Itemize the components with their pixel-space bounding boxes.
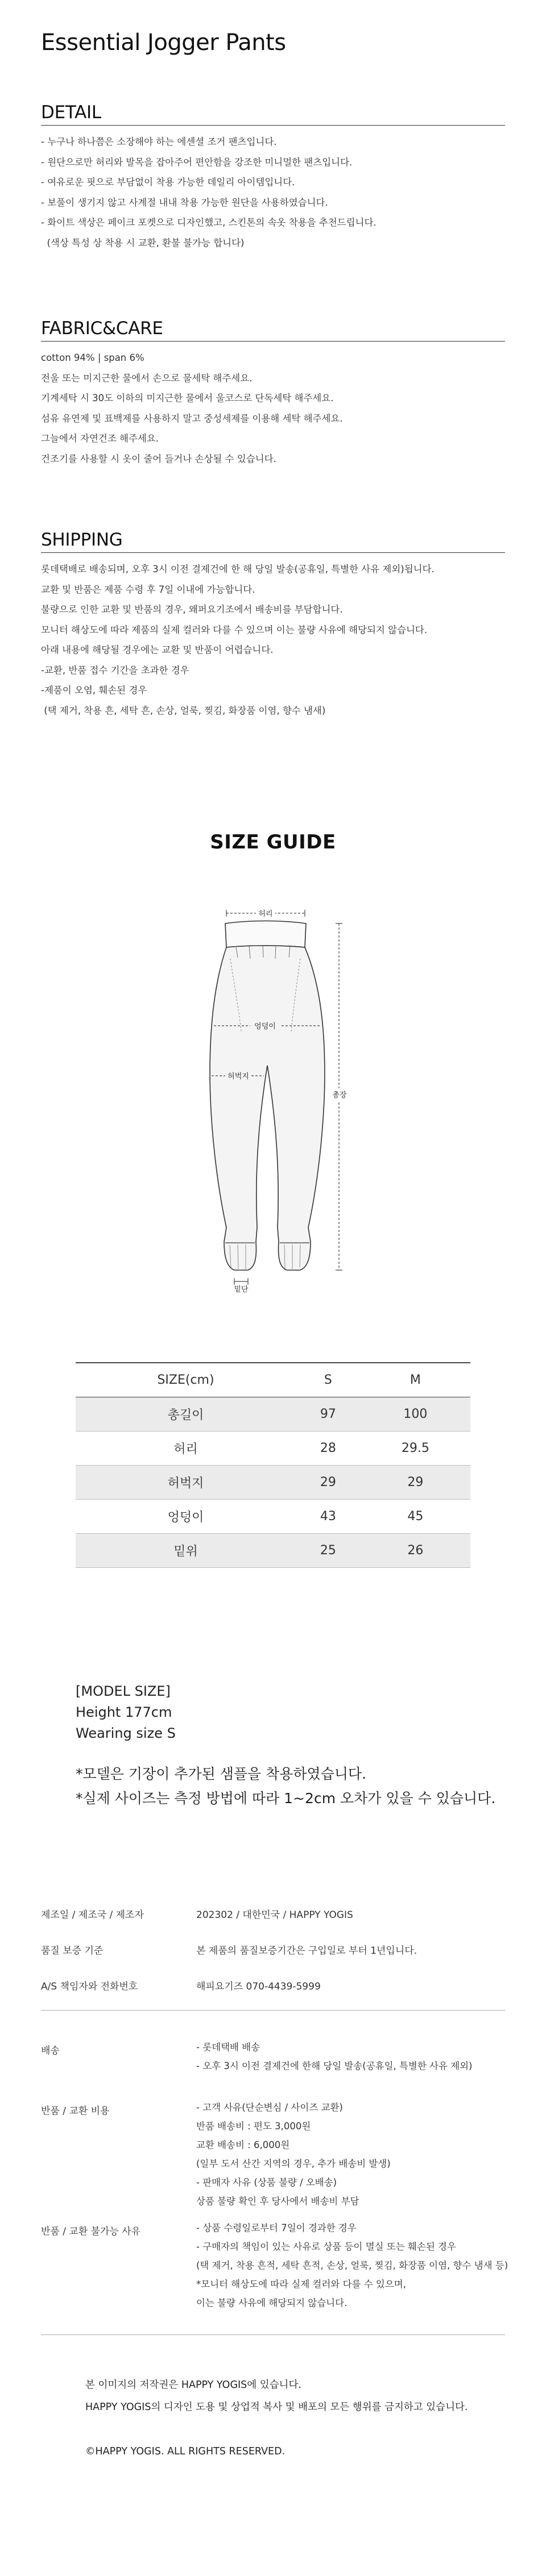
- table-cell: 허벅지: [76, 1466, 296, 1500]
- policy-line: - 고객 사유(단순변심 / 사이즈 교환): [196, 2102, 343, 2113]
- fabric-line: 건조기를 사용할 시 옷이 줄어 들거나 손상될 수 있습니다.: [41, 453, 276, 464]
- model-height: Height 177cm: [76, 1704, 172, 1720]
- table-cell: 밑위: [76, 1534, 296, 1568]
- size-header-cell: S: [296, 1363, 361, 1397]
- thigh-label: 허벅지: [228, 1072, 249, 1081]
- policy-line: - 상품 수령일로부터 7일이 경과한 경우: [196, 2223, 357, 2233]
- size-header-cell: SIZE(cm): [76, 1363, 296, 1397]
- detail-line: - 화이트 색상은 페이크 포켓으로 디자인했고, 스킨톤의 속옷 착용을 추천드립니다.: [41, 217, 377, 228]
- policy-line: - 구매자의 책임이 있는 사유로 상품 등이 멸실 또는 훼손된 경우: [196, 2241, 456, 2252]
- table-cell: 29.5: [361, 1431, 470, 1466]
- fabric-line: 섬유 유연제 및 표백제를 사용하지 말고 중성세제를 이용해 세탁 해주세요.: [41, 413, 343, 424]
- length-label: 총장: [332, 1091, 347, 1100]
- size-table-header: [76, 1363, 470, 1397]
- size-header-cell: M: [361, 1363, 470, 1397]
- pants-diagram: [182, 895, 364, 1293]
- table-cell: 28: [296, 1431, 361, 1466]
- table-cell: 97: [296, 1397, 361, 1431]
- policy-line: (일부 도서 산간 지역의 경우, 추가 배송비 발생): [196, 2158, 391, 2169]
- table-cell: 25: [296, 1534, 361, 1568]
- model-wearing-size: Wearing size S: [76, 1725, 176, 1741]
- policy-lines: [196, 2219, 508, 2312]
- shipping-heading: SHIPPING: [41, 530, 505, 553]
- hem-label: 밑단: [234, 1285, 249, 1293]
- product-title: Essential Jogger Pants: [41, 30, 286, 56]
- waist-label: 허리: [258, 910, 273, 918]
- policy-line: 반품 배송비 : 편도 3,000원: [196, 2121, 311, 2132]
- detail-line: - 원단으로만 허리와 발목을 잡아주어 편안함을 강조한 미니멀한 팬츠입니다.: [41, 156, 353, 168]
- info-label: A/S 책임자와 전화번호: [41, 1981, 138, 1992]
- policy-line: 이는 불량 사유에 해당되지 않습니다.: [196, 2298, 348, 2308]
- table-cell: 29: [361, 1466, 470, 1500]
- info-label: 제조일 / 제조국 / 제조자: [41, 1909, 144, 1921]
- fabric-list: [41, 348, 507, 469]
- detail-line: - 누구나 하나쯤은 소장해야 하는 에센셜 조거 팬츠입니다.: [41, 136, 277, 147]
- policy-line: - 롯데택배 배송: [196, 2042, 260, 2053]
- shipping-line: 아래 내용에 해당될 경우에는 교환 및 반품이 어렵습니다.: [41, 644, 274, 655]
- detail-heading: DETAIL: [41, 102, 505, 126]
- detail-line: - 보풀이 생기지 않고 사계절 내내 착용 가능한 원단을 사용하였습니다.: [41, 197, 328, 208]
- table-cell: 총길이: [76, 1397, 296, 1431]
- size-guide-heading: SIZE GUIDE: [210, 831, 336, 854]
- table-row: [76, 1466, 470, 1500]
- fabric-line: 기계세탁 시 30도 이하의 미지근한 물에서 울코스로 단독세탁 해주세요.: [41, 393, 334, 403]
- policy-label: 배송: [41, 2045, 60, 2057]
- copyright-spacer: [85, 2419, 468, 2441]
- fabric-line: cotton 94% | span 6%: [41, 352, 144, 363]
- fabric-heading: FABRIC&CARE: [41, 318, 505, 342]
- policy-line: *모니터 해상도에 따라 실제 컬러와 다를 수 있으며,: [196, 2279, 406, 2290]
- table-cell: 26: [361, 1534, 470, 1568]
- section-divider: [41, 2010, 505, 2011]
- shipping-line: -교환, 반품 접수 기간을 초과한 경우: [41, 664, 189, 676]
- policy-lines: [196, 2098, 391, 2211]
- size-notes: [76, 1762, 495, 1811]
- size-note: *실제 사이즈는 측정 방법에 따라 1~2cm 오차가 있을 수 있습니다.: [76, 1790, 496, 1807]
- policy-label: 반품 / 교환 비용: [41, 2105, 110, 2117]
- model-size-block: [76, 1681, 176, 1744]
- fabric-line: 전울 또는 미지근한 물에서 손으로 물세탁 해주세요.: [41, 372, 253, 384]
- shipping-line: 불량으로 인한 교환 및 반품의 경우, 왜퍼요기조에서 배송비를 부담합니다.: [41, 604, 343, 615]
- shipping-line: (택 제거, 착용 흔, 세탁 흔, 손상, 얼룩, 찢김, 화장품 이염, 향수 냄새): [41, 705, 326, 716]
- shipping-line: 롯데택배로 배송되며, 오후 3시 이전 결제건에 한 해 당일 발송(공휴일, 특별한 사유 제외)됩니다.: [41, 564, 435, 575]
- detail-line: (색상 특성 상 착용 시 교환, 환불 불가능 합니다): [41, 237, 245, 248]
- detail-list: [41, 132, 507, 253]
- fabric-line: 그늘에서 자연건조 해주세요.: [41, 433, 159, 444]
- info-value: 본 제품의 품질보증기간은 구입일로 부터 1년입니다.: [196, 1945, 417, 1957]
- table-cell: 엉덩이: [76, 1500, 296, 1534]
- info-value: 해피요기즈 070-4439-5999: [196, 1981, 321, 1992]
- waistband-shape: [225, 921, 306, 948]
- detail-line: - 여유로운 핏으로 부담없이 착용 가능한 데일리 아이템입니다.: [41, 177, 295, 188]
- model-size-title: [MODEL SIZE]: [76, 1683, 171, 1699]
- size-note: *모델은 기장이 추가된 샘플을 착용하였습니다.: [76, 1766, 367, 1782]
- copyright-line: 본 이미지의 저작권은 HAPPY YOGIS에 있습니다.: [85, 2379, 301, 2391]
- copyright-line: HAPPY YOGIS의 디자인 도용 및 상업적 복사 및 배포의 모든 행위를 금지하고 있습니다.: [85, 2402, 468, 2413]
- table-cell: 43: [296, 1500, 361, 1534]
- policy-line: 상품 불량 확인 후 당사에서 배송비 부담: [196, 2196, 359, 2207]
- shipping-list: [41, 559, 507, 721]
- policy-line: - 오후 3시 이전 결제건에 한해 당일 발송(공휴일, 특별한 사유 제외): [196, 2061, 473, 2071]
- size-table: [76, 1362, 470, 1568]
- table-row: [76, 1431, 470, 1466]
- section-divider: [41, 2334, 505, 2335]
- table-cell: 29: [296, 1466, 361, 1500]
- copyright-notice: ©HAPPY YOGIS. ALL RIGHTS RESERVED.: [85, 2446, 286, 2457]
- table-cell: 45: [361, 1500, 470, 1534]
- pants-body-shape: [210, 946, 325, 1270]
- table-row: [76, 1397, 470, 1431]
- policy-line: 교환 배송비 : 6,000원: [196, 2140, 290, 2150]
- table-row: [76, 1500, 470, 1534]
- shipping-line: -제품이 오염, 훼손된 경우: [41, 685, 147, 696]
- table-cell: 100: [361, 1397, 470, 1431]
- hip-label: 엉덩이: [254, 1022, 276, 1031]
- table-row: [76, 1534, 470, 1568]
- policy-line: (택 제거, 착용 흔적, 세탁 흔적, 손상, 얼룩, 찢김, 화장품 이염, 향수 냄새 등): [196, 2260, 508, 2271]
- table-cell: 허리: [76, 1431, 296, 1466]
- copyright-block: [85, 2374, 468, 2463]
- policy-label: 반품 / 교환 불가능 사유: [41, 2226, 141, 2237]
- policy-lines: [196, 2038, 473, 2075]
- shipping-line: 모니터 해상도에 따라 제품의 실제 컬러와 다를 수 있으며 이는 불량 사유에 해당되지 않습니다.: [41, 624, 428, 635]
- shipping-line: 교환 및 반품은 제품 수령 후 7일 이내에 가능합니다.: [41, 584, 255, 595]
- info-value: 202302 / 대한민국 / HAPPY YOGIS: [196, 1909, 353, 1921]
- policy-line: - 판매자 사유 (상품 불량 / 오배송): [196, 2177, 337, 2188]
- info-label: 품질 보증 기준: [41, 1945, 104, 1957]
